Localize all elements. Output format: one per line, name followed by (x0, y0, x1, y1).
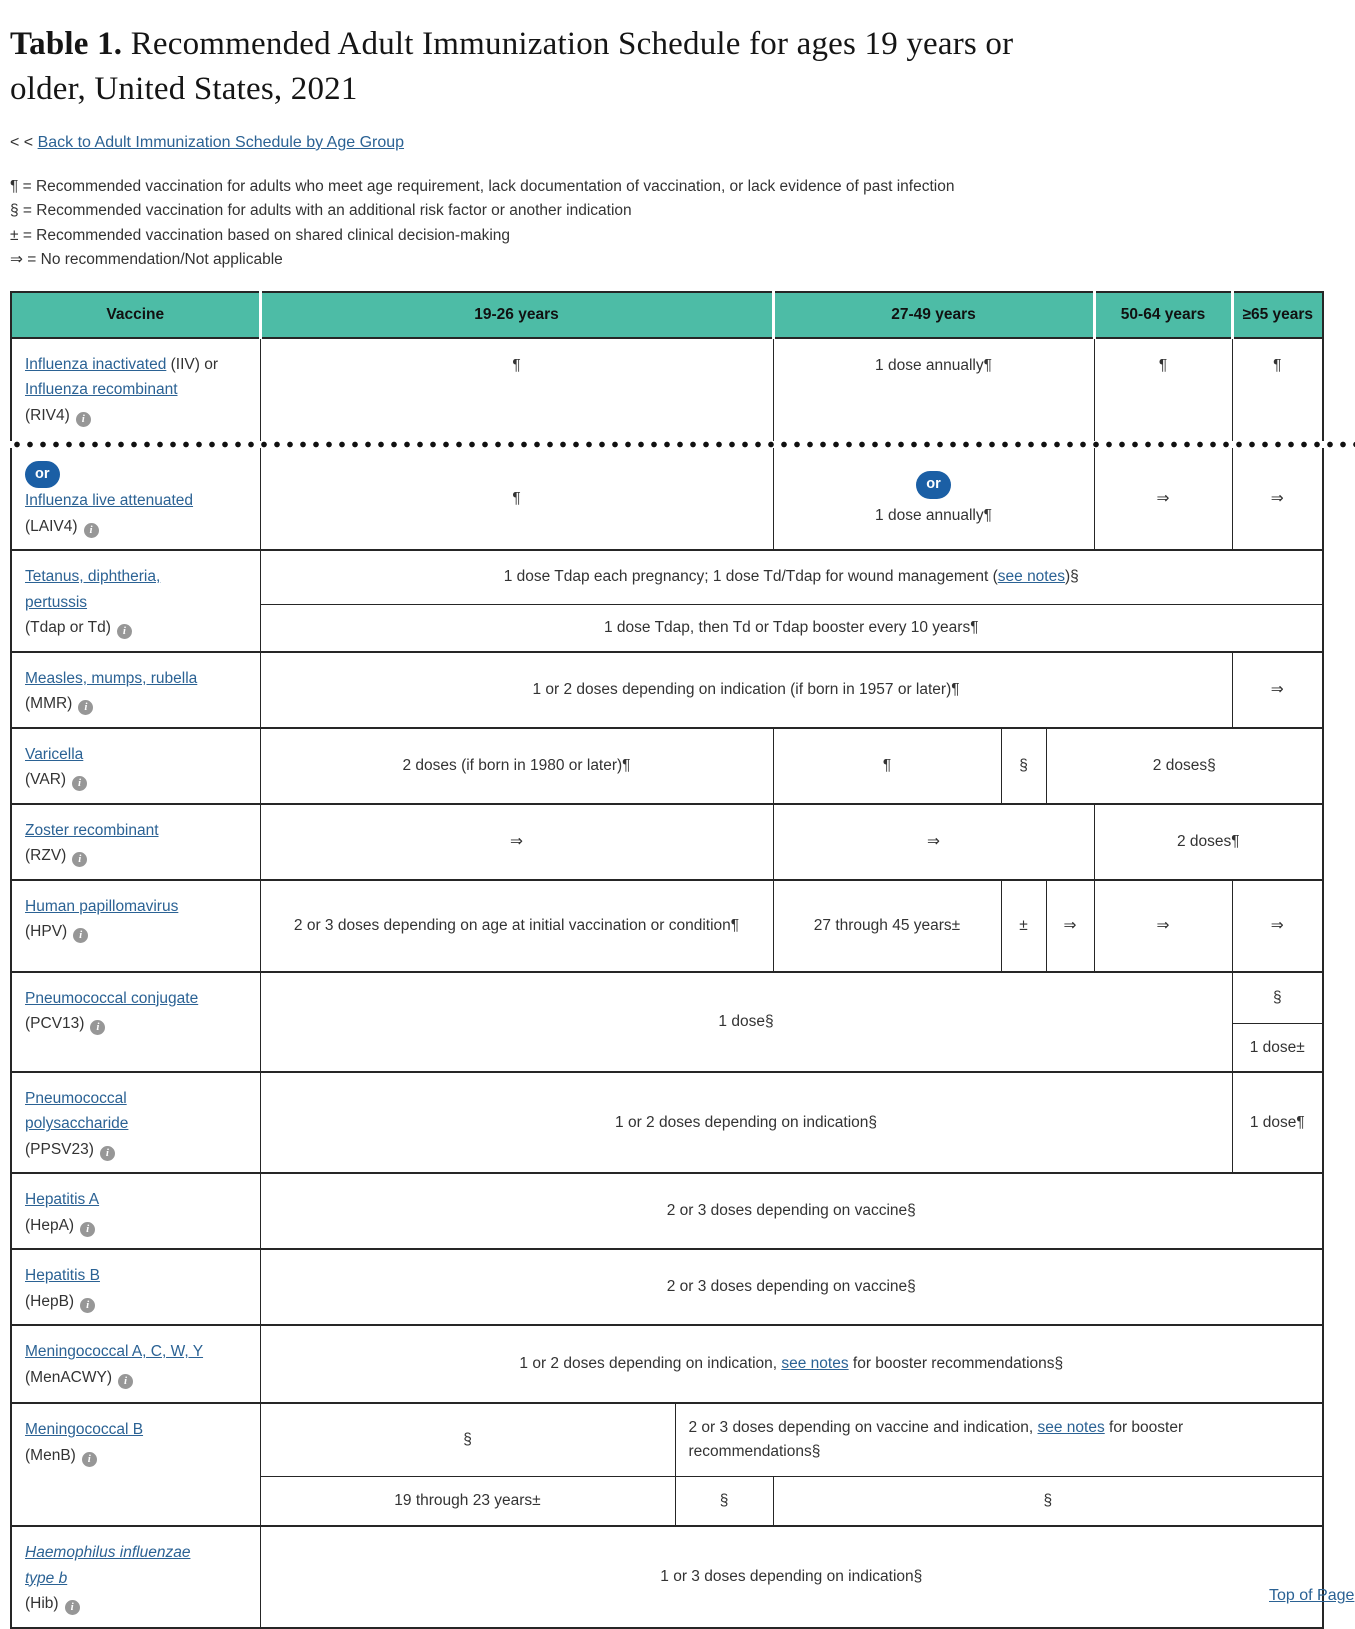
vaccine-cell (11, 728, 260, 804)
table-row (11, 1325, 1323, 1403)
vaccine-cell (11, 1249, 260, 1325)
cell-text: 1 dose Tdap, then Td or Tdap booster every 10 years¶ (604, 618, 979, 636)
cell-text: ¶ (512, 489, 521, 507)
cell-text: ⇒ (510, 832, 523, 850)
cell-text: (VAR) (25, 771, 67, 789)
table-row (11, 728, 1323, 804)
vaccine-link[interactable]: Influenza recombinant (25, 381, 178, 399)
cell-text: 2 doses§ (1152, 756, 1216, 774)
cell-text: § (1272, 989, 1282, 1006)
vaccine-link[interactable]: Hepatitis B (25, 1267, 100, 1285)
vaccine-link[interactable]: Meningococcal B (25, 1421, 144, 1439)
schedule-cell (260, 1072, 1232, 1174)
vaccine-link[interactable]: Influenza inactivated (25, 355, 167, 373)
cell-text: 27 through 45 years± (813, 916, 961, 934)
header-row (11, 292, 1323, 338)
schedule-cell (1001, 880, 1046, 972)
cell-text: (Tdap or Td) (25, 619, 111, 637)
info-icon[interactable]: i (78, 700, 93, 715)
title-line-2: older, United States, 2021 (10, 70, 358, 107)
table-row (11, 1249, 1323, 1325)
back-link-prefix: < < (10, 133, 34, 151)
cell-text: ¶ (1273, 356, 1282, 374)
table-row (11, 804, 1323, 880)
cell-text: 2 or 3 doses depending on vaccine§ (666, 1278, 916, 1296)
cell-text: ¶ (512, 356, 521, 374)
cell-text: (HepA) (25, 1216, 75, 1234)
cell-text: for booster recommendations§ (848, 1355, 1064, 1373)
vaccine-cell (11, 804, 260, 880)
schedule-cell (260, 1173, 1323, 1249)
vaccine-link[interactable]: Varicella (25, 745, 84, 763)
vaccine-cell (11, 1072, 260, 1174)
vaccine-cell (11, 1403, 260, 1526)
table-row (11, 880, 1323, 972)
cell-text: 2 doses¶ (1176, 832, 1240, 850)
schedule-cell (773, 728, 1001, 804)
cell-text: 2 or 3 doses depending on vaccine§ (666, 1202, 916, 1220)
info-icon[interactable]: i (65, 1600, 80, 1615)
schedule-cell (260, 804, 773, 880)
table-row (11, 338, 1323, 441)
cell-text: 1 dose± (1249, 1038, 1305, 1056)
cell-text: § (463, 1431, 472, 1448)
cell-text: 1 or 2 doses depending on indication§ (615, 1113, 877, 1131)
cell-text: 19 through 23 years± (394, 1492, 541, 1509)
cell-text: § (1019, 756, 1028, 774)
vaccine-cell (11, 1173, 260, 1249)
table-row (11, 652, 1323, 728)
schedule-cell (1094, 880, 1232, 972)
cell-text: (Hib) (25, 1595, 59, 1613)
vaccine-link[interactable]: pertussis (25, 593, 88, 611)
cell-text: for booster (1104, 1419, 1184, 1436)
legend-line: ⇒ = No recommendation/Not applicable (10, 251, 283, 269)
schedule-cell (260, 652, 1232, 728)
legend-line: ¶ = Recommended vaccination for adults who meet age requirement, lack documentation of vaccination, or lack evidence of past infection (10, 177, 955, 195)
info-icon[interactable]: i (76, 412, 91, 427)
cell-text: § (1043, 1492, 1053, 1509)
column-header--65-years: ≥65 years (1232, 292, 1323, 338)
schedule-cell (773, 880, 1001, 972)
schedule-cell (773, 804, 1094, 880)
schedule-cell (260, 550, 1323, 604)
cell-text: (PCV13) (25, 1015, 85, 1033)
table-row (11, 448, 1323, 551)
vaccine-cell (11, 972, 260, 1072)
legend-line: ± = Recommended vaccination based on shared clinical decision-making (10, 226, 511, 244)
vaccine-cell (11, 880, 260, 972)
schedule-cell (1232, 1072, 1323, 1174)
vaccine-link[interactable]: Influenza live attenuated (25, 492, 194, 510)
cell-text: § (719, 1492, 729, 1509)
schedule-cell (260, 604, 1323, 652)
table-row (11, 1072, 1323, 1174)
schedule-cell (260, 728, 773, 804)
cell-text: (RIV4) (25, 406, 70, 424)
schedule-cell (1001, 728, 1046, 804)
vaccine-link[interactable]: Zoster recombinant (25, 821, 159, 839)
see-notes-link[interactable]: see notes (1037, 1419, 1105, 1436)
dotted-divider-row (11, 441, 1323, 448)
cell-text: (MMR) (25, 695, 73, 713)
cell-text: (MenB) (25, 1446, 76, 1464)
info-icon[interactable]: i (117, 624, 132, 639)
cell-text: (RZV) (25, 847, 67, 865)
cell-text: 1 dose§ (718, 1012, 774, 1030)
schedule-cell (260, 1325, 1323, 1403)
info-icon[interactable]: i (72, 852, 87, 867)
info-icon[interactable]: i (80, 1222, 95, 1237)
schedule-cell (675, 1403, 1323, 1476)
vaccine-link[interactable]: polysaccharide (25, 1115, 129, 1133)
vaccine-cell (11, 338, 260, 441)
schedule-cell (1094, 448, 1232, 551)
cell-text: ¶ (882, 756, 892, 774)
schedule-cell (1094, 804, 1323, 880)
schedule-cell (773, 448, 1094, 551)
table-row (11, 1173, 1323, 1249)
vaccine-link[interactable]: Pneumococcal conjugate (25, 989, 199, 1007)
cell-text: (HepB) (25, 1292, 75, 1310)
column-header-27-49-years: 27-49 years (773, 292, 1094, 338)
column-header-50-64-years: 50-64 years (1094, 292, 1232, 338)
schedule-cell (773, 338, 1094, 441)
schedule-cell (260, 1476, 675, 1526)
cell-text: ⇒ (1156, 916, 1170, 934)
cell-text: (LAIV4) (25, 517, 78, 535)
cell-text: ⇒ (927, 832, 941, 850)
vaccine-link[interactable]: Pneumococcal (25, 1089, 127, 1107)
cell-text: (MenACWY) (25, 1368, 112, 1386)
table-row (11, 1526, 1323, 1628)
info-icon[interactable]: i (90, 1020, 105, 1035)
info-icon[interactable]: i (73, 928, 88, 943)
cell-text: ⇒ (1156, 489, 1170, 507)
cell-text: 1 dose annually¶ (875, 506, 992, 524)
schedule-cell (1232, 652, 1323, 728)
cell-text: (IIV) or (166, 355, 218, 373)
legend-line: § = Recommended vaccination for adults with an additional risk factor or another indication (10, 202, 632, 220)
top-of-page-link[interactable]: Top of Page (1269, 1587, 1355, 1604)
table-row (11, 1403, 1323, 1476)
table-number-label: Table 1. (10, 26, 123, 62)
cell-text: ± (1019, 916, 1028, 934)
cell-text: 1 or 3 doses depending on indication§ (660, 1568, 923, 1585)
info-icon[interactable]: i (80, 1298, 95, 1313)
vaccine-link[interactable]: Measles, mumps, rubella (25, 669, 198, 687)
cell-text: ⇒ (1270, 680, 1284, 698)
cell-text: 2 or 3 doses depending on age at initial vaccination or condition¶ (293, 916, 740, 934)
cell-text: ⇒ (1270, 489, 1284, 507)
vaccine-link[interactable]: Haemophilus influenzae (25, 1544, 191, 1562)
cell-text: 1 or 2 doses depending on indication (if born in 1957 or later)¶ (532, 680, 960, 698)
vaccine-link[interactable]: Tetanus, diphtheria, (25, 568, 161, 586)
schedule-cell (1046, 880, 1094, 972)
vaccine-link[interactable]: Meningococcal A, C, W, Y (25, 1343, 204, 1361)
column-header-19-26-years: 19-26 years (260, 292, 773, 338)
info-icon[interactable]: i (82, 1452, 97, 1467)
page-title (10, 22, 1340, 112)
vaccine-link[interactable]: Human papillomavirus (25, 897, 179, 915)
schedule-cell (1232, 338, 1323, 441)
cell-text: 2 or 3 doses depending on vaccine and indication, (688, 1419, 1038, 1436)
info-icon[interactable]: i (72, 776, 87, 791)
cell-text: ⇒ (1270, 916, 1284, 934)
see-notes-link[interactable]: see notes (997, 568, 1065, 586)
schedule-cell (260, 448, 773, 551)
schedule-cell (260, 880, 773, 972)
table-row (11, 550, 1323, 604)
schedule-cell (1094, 338, 1232, 441)
cell-text: ¶ (1158, 356, 1168, 374)
schedule-cell (260, 1403, 675, 1476)
dotted-divider (11, 441, 1355, 448)
schedule-cell (1232, 448, 1323, 551)
vaccine-link[interactable]: Hepatitis A (25, 1191, 100, 1209)
schedule-cell (260, 972, 1232, 1072)
cell-text: 1 dose Tdap each pregnancy; 1 dose Td/Tdap for wound management ( (503, 568, 998, 586)
schedule-cell (1232, 880, 1323, 972)
vaccine-cell (11, 1325, 260, 1403)
vaccine-cell (11, 448, 260, 551)
cell-text: ⇒ (1063, 916, 1077, 934)
immunization-schedule-table (10, 291, 1324, 1629)
schedule-cell (260, 1526, 1323, 1628)
cell-text: (HPV) (25, 923, 68, 941)
table-row (11, 972, 1323, 1024)
cell-text: )§ (1064, 568, 1079, 586)
title-line-1: Recommended Adult Immunization Schedule for ages 19 years or (130, 26, 1014, 62)
schedule-cell (1232, 1024, 1323, 1072)
vaccine-cell (11, 550, 260, 652)
column-header-vaccine: Vaccine (11, 292, 260, 338)
see-notes-link[interactable]: see notes (781, 1355, 849, 1373)
vaccine-cell (11, 1526, 260, 1628)
vaccine-link[interactable]: type b (25, 1569, 68, 1587)
info-icon[interactable]: i (100, 1146, 115, 1161)
cell-text: recommendations§ (688, 1443, 821, 1460)
or-badge: or (25, 461, 60, 489)
cell-text: 2 doses (if born in 1980 or later)¶ (402, 756, 631, 774)
schedule-cell (675, 1476, 773, 1526)
cell-text: 1 dose¶ (1249, 1113, 1305, 1131)
vaccine-cell (11, 652, 260, 728)
schedule-cell (773, 1476, 1323, 1526)
back-link-line (10, 134, 1345, 152)
info-icon[interactable]: i (84, 523, 99, 538)
schedule-cell (260, 1249, 1323, 1325)
info-icon[interactable]: i (118, 1374, 133, 1389)
schedule-cell (1232, 972, 1323, 1024)
cell-text: (PPSV23) (25, 1140, 94, 1158)
cell-text: 1 or 2 doses depending on indication, (519, 1355, 782, 1373)
schedule-cell (260, 338, 773, 441)
cell-text: 1 dose annually¶ (875, 356, 992, 374)
or-badge: or (916, 471, 951, 499)
symbol-legend (10, 179, 1345, 269)
back-link[interactable]: Back to Adult Immunization Schedule by Age Group (37, 133, 405, 151)
schedule-cell (1046, 728, 1323, 804)
